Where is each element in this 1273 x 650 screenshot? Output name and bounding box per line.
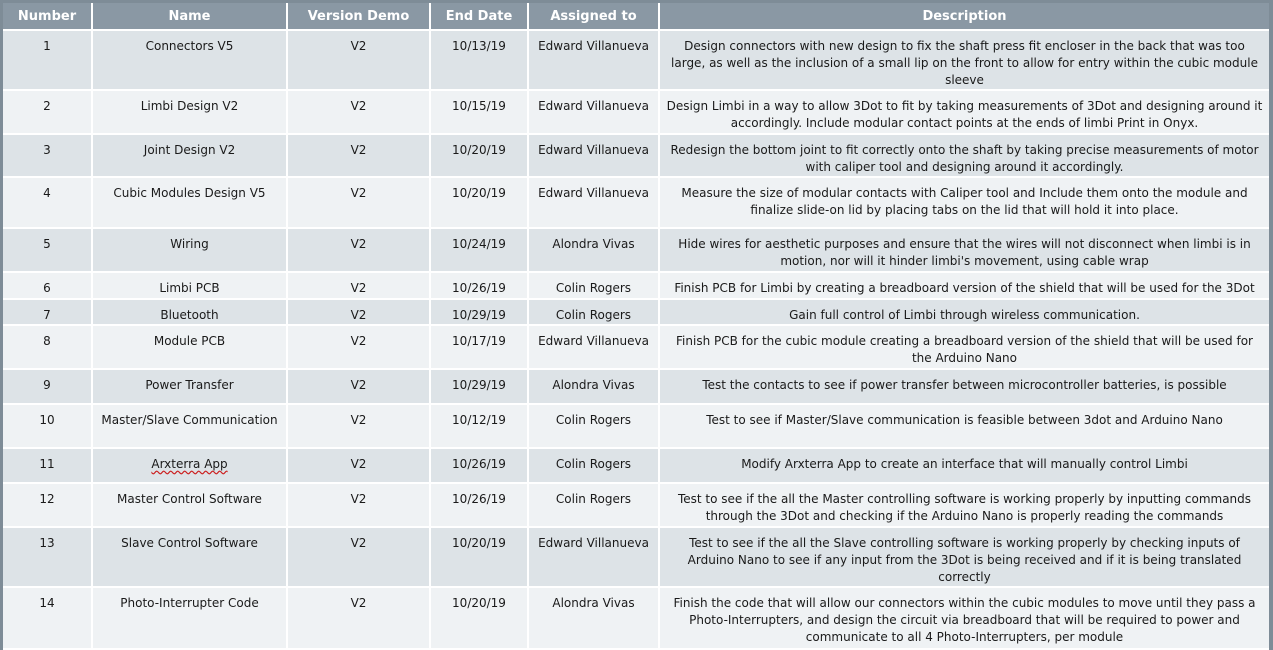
cell-name: Slave Control Software: [92, 527, 287, 587]
cell-number: 12: [3, 483, 92, 527]
table-row: [3, 369, 1269, 404]
header-description: Description: [659, 3, 1269, 30]
cell-name: Cubic Modules Design V5: [92, 177, 287, 228]
cell-number: 1: [3, 30, 92, 90]
cell-number: 9: [3, 369, 92, 404]
cell-name: Master/Slave Communication: [92, 404, 287, 448]
cell-number: 3: [3, 134, 92, 177]
task-table-frame: [3, 3, 1269, 644]
header-end-date: End Date: [430, 3, 528, 30]
cell-description: Measure the size of modular contacts with Caliper tool and Include them onto the module and finalize slide-on lid by placing tabs on the lid that will hold it into place.: [659, 177, 1269, 228]
cell-version: V2: [287, 299, 430, 325]
header-row: [3, 3, 1269, 30]
cell-assigned: Alondra Vivas: [528, 228, 659, 272]
cell-description: Modify Arxterra App to create an interface that will manually control Limbi: [659, 448, 1269, 483]
cell-description: Test to see if the all the Slave controlling software is working properly by checking inputs of Arduino Nano to see if any input from the 3Dot is being received and if it is being translated correctly: [659, 527, 1269, 587]
table-row: [3, 272, 1269, 299]
cell-name: [92, 448, 287, 483]
cell-end-date: 10/13/19: [430, 30, 528, 90]
cell-description: Hide wires for aesthetic purposes and ensure that the wires will not disconnect when limbi is in motion, nor will it hinder limbi's movement, using cable wrap: [659, 228, 1269, 272]
cell-end-date: 10/24/19: [430, 228, 528, 272]
table-row: [3, 587, 1269, 649]
table-row: [3, 483, 1269, 527]
cell-assigned: Colin Rogers: [528, 299, 659, 325]
cell-assigned: Alondra Vivas: [528, 369, 659, 404]
cell-version: V2: [287, 483, 430, 527]
cell-number: 4: [3, 177, 92, 228]
header-name: Name: [92, 3, 287, 30]
cell-end-date: 10/26/19: [430, 448, 528, 483]
cell-number: 7: [3, 299, 92, 325]
cell-assigned: Colin Rogers: [528, 272, 659, 299]
cell-assigned: Edward Villanueva: [528, 177, 659, 228]
cell-version: V2: [287, 177, 430, 228]
cell-assigned: Colin Rogers: [528, 404, 659, 448]
task-table: [3, 3, 1269, 650]
table-row: [3, 90, 1269, 134]
cell-end-date: 10/26/19: [430, 483, 528, 527]
cell-number: 14: [3, 587, 92, 649]
cell-description: Test to see if Master/Slave communication is feasible between 3dot and Arduino Nano: [659, 404, 1269, 448]
cell-name: Master Control Software: [92, 483, 287, 527]
header-number: Number: [3, 3, 92, 30]
cell-name: Wiring: [92, 228, 287, 272]
cell-number: 10: [3, 404, 92, 448]
cell-version: V2: [287, 325, 430, 369]
cell-name: Module PCB: [92, 325, 287, 369]
cell-version: V2: [287, 448, 430, 483]
cell-name: Connectors V5: [92, 30, 287, 90]
arxterra-app-text: Arxterra App: [151, 457, 228, 471]
cell-number: 5: [3, 228, 92, 272]
cell-assigned: Edward Villanueva: [528, 325, 659, 369]
cell-end-date: 10/29/19: [430, 369, 528, 404]
cell-assigned: Colin Rogers: [528, 448, 659, 483]
cell-name: Photo-Interrupter Code: [92, 587, 287, 649]
cell-version: V2: [287, 527, 430, 587]
cell-version: V2: [287, 228, 430, 272]
cell-number: 6: [3, 272, 92, 299]
cell-description: Finish PCB for the cubic module creating a breadboard version of the shield that will be used for the Arduino Nano: [659, 325, 1269, 369]
cell-end-date: 10/12/19: [430, 404, 528, 448]
cell-end-date: 10/20/19: [430, 177, 528, 228]
cell-description: Finish PCB for Limbi by creating a breadboard version of the shield that will be used for the 3Dot: [659, 272, 1269, 299]
cell-description: Gain full control of Limbi through wireless communication.: [659, 299, 1269, 325]
cell-version: V2: [287, 272, 430, 299]
cell-description: Finish the code that will allow our connectors within the cubic modules to move until they pass a Photo-Interrupters, and design the circuit via breadboard that will be required to power and communicate to all 4 Photo-Interrupters, per module: [659, 587, 1269, 649]
table-row: [3, 134, 1269, 177]
cell-assigned: Edward Villanueva: [528, 90, 659, 134]
cell-version: V2: [287, 587, 430, 649]
cell-description: Test the contacts to see if power transfer between microcontroller batteries, is possible: [659, 369, 1269, 404]
table-row: [3, 30, 1269, 90]
cell-assigned: Alondra Vivas: [528, 587, 659, 649]
table-row: [3, 299, 1269, 325]
table-row: [3, 177, 1269, 228]
cell-assigned: Edward Villanueva: [528, 527, 659, 587]
cell-description: Design connectors with new design to fix the shaft press fit encloser in the back that was too large, as well as the inclusion of a small lip on the front to allow for entry within the cubic module sleeve: [659, 30, 1269, 90]
cell-end-date: 10/29/19: [430, 299, 528, 325]
cell-number: 11: [3, 448, 92, 483]
cell-name: Limbi Design V2: [92, 90, 287, 134]
table-row: [3, 527, 1269, 587]
table-row: [3, 325, 1269, 369]
cell-end-date: 10/26/19: [430, 272, 528, 299]
cell-name: Bluetooth: [92, 299, 287, 325]
cell-end-date: 10/17/19: [430, 325, 528, 369]
header-version-demo: Version Demo: [287, 3, 430, 30]
table-row: [3, 228, 1269, 272]
cell-description: Design Limbi in a way to allow 3Dot to fit by taking measurements of 3Dot and designing around it accordingly. Include modular contact points at the ends of limbi Print in Onyx.: [659, 90, 1269, 134]
cell-version: V2: [287, 90, 430, 134]
table-row: [3, 404, 1269, 448]
cell-version: V2: [287, 404, 430, 448]
cell-assigned: Edward Villanueva: [528, 30, 659, 90]
cell-assigned: Edward Villanueva: [528, 134, 659, 177]
cell-end-date: 10/20/19: [430, 527, 528, 587]
cell-number: 8: [3, 325, 92, 369]
cell-name: Joint Design V2: [92, 134, 287, 177]
cell-assigned: Colin Rogers: [528, 483, 659, 527]
cell-version: V2: [287, 369, 430, 404]
cell-name: Limbi PCB: [92, 272, 287, 299]
cell-description: Redesign the bottom joint to fit correctly onto the shaft by taking precise measurements of motor with caliper tool and designing around it accordingly.: [659, 134, 1269, 177]
cell-name: Power Transfer: [92, 369, 287, 404]
cell-description: Test to see if the all the Master controlling software is working properly by inputting commands through the 3Dot and checking if the Arduino Nano is properly reading the commands: [659, 483, 1269, 527]
cell-number: 13: [3, 527, 92, 587]
cell-number: 2: [3, 90, 92, 134]
cell-end-date: 10/20/19: [430, 587, 528, 649]
cell-end-date: 10/20/19: [430, 134, 528, 177]
header-assigned-to: Assigned to: [528, 3, 659, 30]
table-row: [3, 448, 1269, 483]
cell-end-date: 10/15/19: [430, 90, 528, 134]
cell-version: V2: [287, 134, 430, 177]
cell-version: V2: [287, 30, 430, 90]
